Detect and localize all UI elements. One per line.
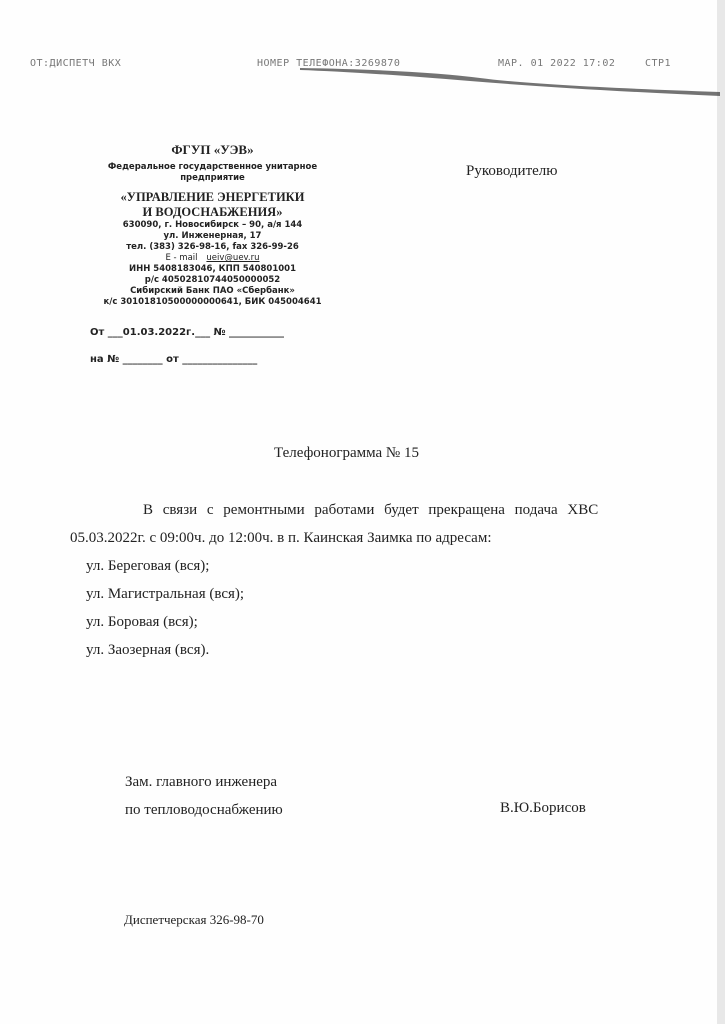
org-type: Федеральное государственное унитарное	[107, 162, 318, 172]
from-line: От ___01.03.2022г.___ № ___________	[90, 327, 285, 338]
account: р/с 40502810744050000052	[144, 275, 281, 285]
signer-position-2: по тепловодоснабжению	[125, 802, 283, 818]
org-name-2: И ВОДОСНАБЖЕНИЯ»	[142, 205, 283, 219]
recipient: Руководителю	[466, 163, 558, 179]
email-link[interactable]: ueiv@uev.ru	[206, 253, 260, 263]
org-type-2: предприятие	[180, 173, 245, 183]
address-2: ул. Инженерная, 17	[163, 231, 262, 241]
fax-phone: НОМЕР ТЕЛЕФОНА:3269870	[257, 58, 401, 69]
fax-from: ОТ:ДИСПЕТЧ ВКХ	[30, 58, 122, 69]
street-item: ул. Боровая (вся);	[86, 614, 198, 630]
inn: ИНН 5408183046, КПП 540801001	[129, 264, 296, 274]
address: 630090, г. Новосибирск – 90, а/я 144	[122, 220, 303, 230]
street-item: ул. Береговая (вся);	[86, 558, 210, 574]
signer-position: Зам. главного инженера	[125, 774, 278, 790]
street-item: ул. Магистральная (вся);	[86, 586, 245, 602]
letterhead	[85, 142, 340, 308]
email-label: E - mail	[165, 253, 198, 263]
fax-page: СТР1	[645, 58, 672, 69]
org-name: «УПРАВЛЕНИЕ ЭНЕРГЕТИКИ	[120, 190, 305, 204]
body-para-2: 05.03.2022г. с 09:00ч. до 12:00ч. в п. Каинская Заимка по адресам:	[70, 530, 492, 546]
scan-streak	[300, 68, 720, 96]
street-item: ул. Заозерная (вся).	[86, 642, 210, 658]
bank: Сибирский Банк ПАО «Сбербанк»	[130, 286, 295, 296]
body-para-1: В связи с ремонтными работами будет прекращена подача ХВС	[143, 502, 599, 518]
scan-edge	[717, 0, 725, 1024]
dispatcher-footer: Диспетчерская 326-98-70	[124, 912, 264, 927]
org-short: ФГУП «УЭВ»	[171, 142, 254, 157]
phones: тел. (383) 326-98-16, fax 326-99-26	[126, 242, 299, 252]
document-title: Телефонограмма № 15	[274, 445, 419, 461]
fax-datetime: МАР. 01 2022 17:02	[498, 58, 616, 69]
corr-account: к/с 30101810500000000641, БИК 045004641	[103, 297, 322, 307]
signer-name: В.Ю.Борисов	[500, 800, 586, 816]
reply-line: на № ________ от _______________	[90, 354, 258, 365]
